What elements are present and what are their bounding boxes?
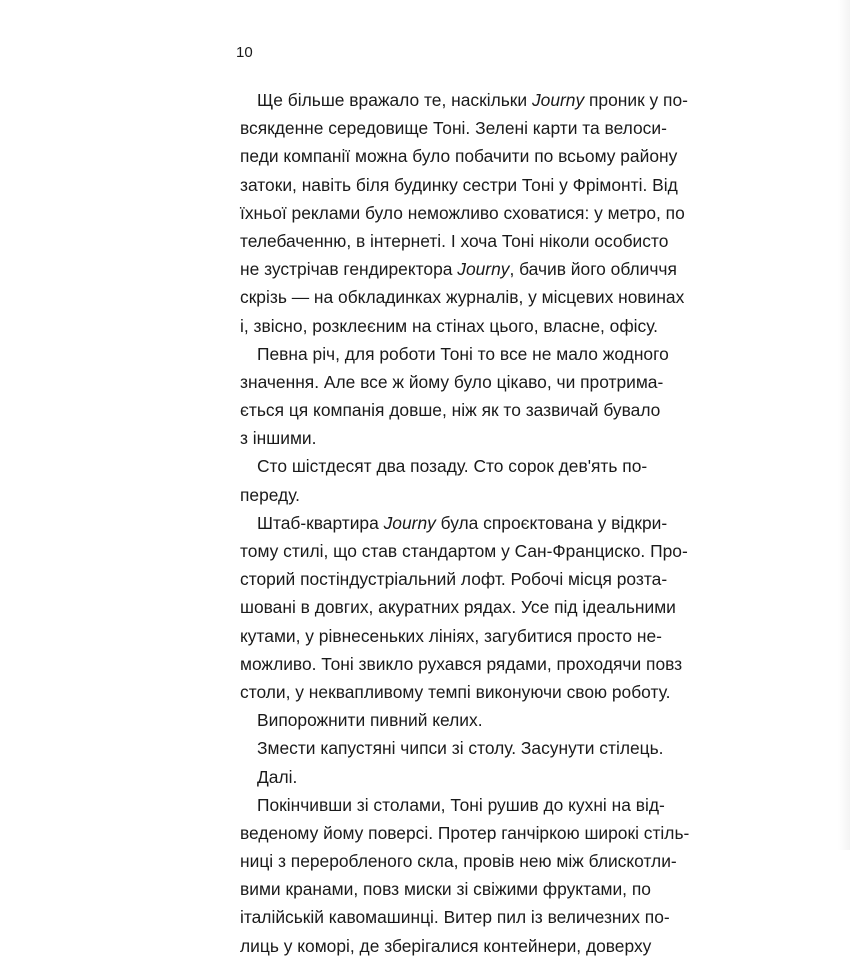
text-line: Далі. [257,766,298,787]
text-line: веденому йому поверсі. Протер ганчіркою широкі стіль- [240,822,690,843]
text-line: з іншими. [240,428,317,449]
text-line: тому стилі, що став стандартом у Сан-Франциско. Про- [240,541,688,561]
text-line: скрізь — на обкладинках журналів, у місцевих новинах [240,287,685,308]
text-line: ниці з переробленого скла, провів нею між блискотли- [240,851,677,872]
page-edge-shadow [838,0,850,850]
text-line: Змести капустяні чипси зі столу. Засунути стілець. [257,738,664,759]
text-line: столи, у неквапливому темпі виконуючи свою роботу. [240,681,671,702]
brand-name: Journy [457,259,510,280]
text-line: італійській кавомашинці. Витер пил із величезних по- [240,907,670,928]
text-line: переду. [240,484,300,505]
page-body-text [240,86,690,960]
text-line: Випорожнити пивний келих. [257,710,483,731]
brand-name: Journy [383,512,436,533]
text-span: не зустрічав гендиректора [240,259,458,280]
text-line: ється ця компанія довше, ніж як то зазвичай бувало [240,400,661,421]
text-line: їхньої реклами було неможливо сховатися: у метро, по [240,202,685,223]
text-line: всякденне середовище Тоні. Зелені карти та велоси- [240,118,667,139]
text-line: Сто шістдесят два позаду. Сто сорок дев'ять по- [257,456,648,477]
text-line [240,86,688,114]
text-span: Штаб-квартира [257,512,384,533]
text-line: вими кранами, повз миски зі свіжими фруктами, по [240,879,651,900]
brand-name: Journy [531,90,585,110]
text-line [240,255,677,283]
text-line [240,509,668,537]
text-line: Покінчивши зі столами, Тоні рушив до кухні на від- [257,794,665,815]
text-span: була спроєктована у відкри- [435,512,668,533]
text-line: значення. Але все ж йому було цікаво, чи протрима- [240,371,664,392]
text-line: сторий постіндустріальний лофт. Робочі місця розта- [240,569,668,590]
text-line: і, звісно, розклеєним на стінах цього, власне, офісу. [240,315,659,336]
text-line: педи компанії можна було побачити по всьому району [240,146,678,167]
text-line: затоки, навіть біля будинку сестри Тоні у Фрімонті. Від [240,174,678,195]
text-span: Ще більше вражало те, наскільки [257,90,532,110]
text-line: лиць у коморі, де зберігалися контейнери, доверху [240,935,652,956]
text-line: кутами, у рівнесеньких лініях, загубитися просто не- [240,625,662,646]
text-line: Певна річ, для роботи Тоні то все не мало жодного [257,343,669,364]
text-span: , бачив його обличчя [509,259,677,280]
text-line: шовані в довгих, акуратних рядах. Усе під ідеальними [240,597,676,618]
text-span: проник у по- [584,90,688,110]
text-line: можливо. Тоні звикло рухався рядами, проходячи повз [240,653,683,674]
page-number: 10 [236,44,253,61]
text-line: телебаченню, в інтернеті. І хоча Тоні ніколи особисто [240,230,669,251]
